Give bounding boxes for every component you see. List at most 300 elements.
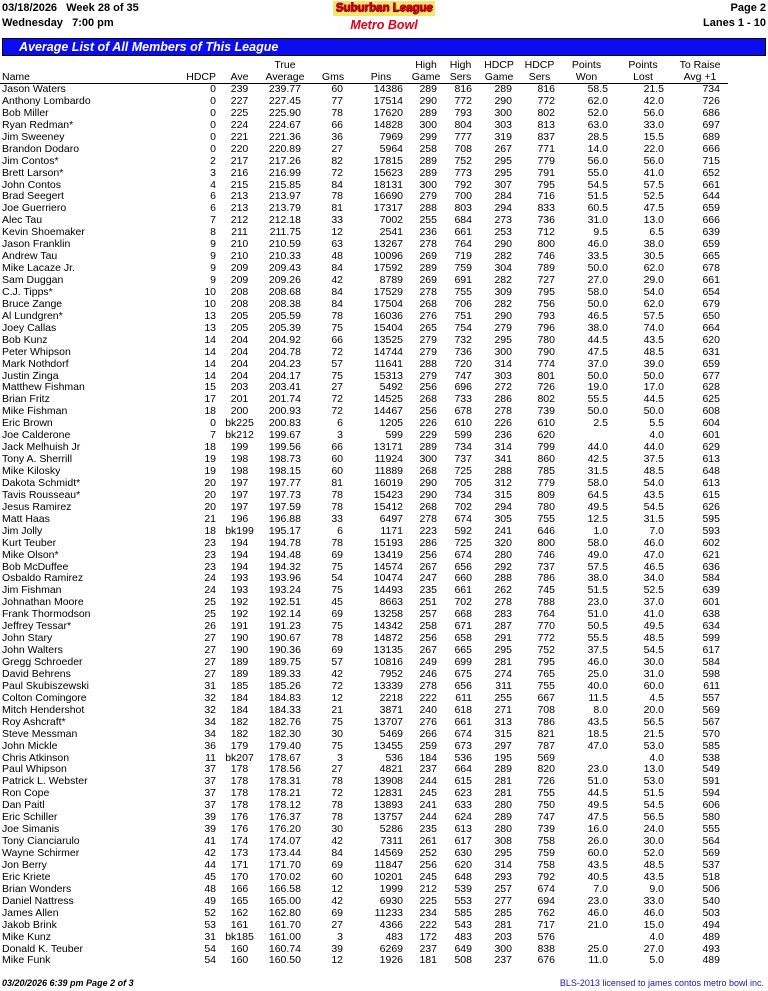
cell-high-sers: 585 [454,907,472,919]
cell-hdcp-game: 282 [494,275,512,286]
cell-ave: 215 [230,179,249,191]
cell-ave: 160 [230,955,249,967]
cell-high-sers: 772 [454,95,472,107]
table-row [0,884,728,896]
cell-high-game: 300 [419,119,437,131]
table-row [0,609,728,621]
cell-points-lost: 20.0 [643,704,664,716]
cell-hdcp-sers: 752 [537,645,555,657]
table-row [0,203,728,215]
cell-points-lost: 54.5 [643,800,664,812]
cell-points-lost: 5.5 [649,418,664,430]
cell-ave: 182 [230,728,249,740]
cell-name: Kurt Teuber [2,537,57,549]
cell-gms: 12 [331,883,343,895]
cell-points-won: 51.5 [587,585,608,597]
cell-gms: 6 [337,525,343,537]
cell-hdcp: 20 [204,477,216,489]
cell-hdcp-sers: 788 [537,597,555,609]
cell-hdcp: 13 [204,322,216,334]
cell-hdcp-sers: 779 [537,477,555,489]
cell-to-raise: 697 [702,119,720,131]
cell-points-lost: 49.5 [643,621,664,633]
cell-points-won: 42.5 [587,454,608,466]
cell-gms: 78 [331,489,343,501]
cell-hdcp-game: 281 [494,657,512,668]
cell-hdcp-sers: 792 [537,871,555,883]
cell-name: Sam Duggan [2,275,64,286]
cell-name: Jason Waters [2,83,66,95]
cell-hdcp: 9 [210,239,216,251]
day-time: Wednesday 7:00 pm [2,17,114,29]
cell-ave: 204 [230,358,249,370]
cell-hdcp-sers: 569 [537,752,555,764]
cell-hdcp-sers: 739 [537,406,555,418]
cell-hdcp: 37 [204,788,216,800]
cell-gms: 78 [331,537,343,549]
cell-pins: 12831 [373,788,403,800]
cell-pins: 14574 [373,561,403,573]
cell-hdcp: 0 [210,143,216,155]
cell-gms: 30 [331,728,343,740]
cell-gms: 42 [331,668,343,680]
cell-hdcp-game: 226 [494,418,512,430]
table-row [0,955,728,967]
cell-ave: 165 [230,895,249,907]
cell-hdcp: 15 [204,382,216,394]
cell-points-lost: 50.0 [643,406,664,418]
cell-gms: 54 [331,573,343,585]
cell-pins: 2218 [379,692,403,704]
cell-high-sers: 673 [454,740,472,752]
cell-points-lost: 47.0 [643,549,664,561]
cell-pins: 17504 [373,298,403,310]
cell-true-average: 191.23 [268,621,301,633]
cell-name: Alec Tau [2,215,43,227]
cell-high-game: 256 [419,406,437,418]
cell-high-game: 268 [419,501,437,513]
cell-gms: 3 [337,931,343,943]
cell-ave: 160 [230,943,249,955]
cell-to-raise: 506 [702,883,720,895]
cell-high-game: 289 [419,167,437,179]
cell-high-sers: 733 [454,394,472,406]
cell-points-lost: 62.0 [643,263,664,275]
cell-hdcp: 26 [204,621,216,633]
cell-name: Johnathan Moore [2,597,84,609]
cell-points-won: 23.0 [587,764,608,776]
cell-to-raise: 493 [702,943,720,955]
cell-high-game: 289 [419,83,437,95]
cell-true-average: 198.73 [268,454,301,466]
cell-hdcp-sers: 756 [537,298,555,310]
cell-pins: 6497 [379,513,403,525]
cell-gms: 60 [331,454,343,466]
cell-hdcp: 31 [204,931,216,943]
cell-high-sers: 691 [454,275,472,286]
cell-pins: 1926 [379,955,403,967]
cell-hdcp: 10 [204,298,216,310]
cell-name: Kevin Shoemaker [2,227,85,239]
cell-ave: 171 [230,859,249,871]
cell-points-lost: 54.0 [643,286,664,298]
table-row [0,573,728,585]
cell-to-raise: 617 [702,645,720,657]
cell-points-won: 50.0 [587,298,608,310]
cell-hdcp: 37 [204,764,216,776]
table-row [0,502,728,514]
cell-high-game: 172 [419,931,437,943]
col-high-game: High Game [409,59,443,84]
cell-ave: 161 [230,919,249,931]
cell-points-lost: 4.5 [649,692,664,704]
cell-hdcp: 32 [204,692,216,704]
cell-high-game: 300 [419,454,437,466]
cell-hdcp-sers: 780 [537,334,555,346]
cell-name: C.J. Tipps* [2,286,53,298]
cell-hdcp-sers: 795 [537,179,555,191]
cell-gms: 12 [331,692,343,704]
cell-high-sers: 623 [454,788,472,800]
cell-to-raise: 621 [702,549,720,561]
cell-points-lost: 30.0 [643,657,664,668]
cell-hdcp-sers: 708 [537,704,555,716]
cell-to-raise: 599 [702,633,720,645]
cell-pins: 1205 [379,418,403,430]
cell-hdcp: 14 [204,346,216,358]
cell-ave: 173 [230,848,249,859]
cell-true-average: 193.24 [268,585,301,597]
cell-hdcp: 25 [204,597,216,609]
cell-true-average: 194.32 [268,561,301,573]
cell-high-sers: 816 [454,83,472,95]
cell-high-game: 249 [419,657,437,668]
cell-hdcp-game: 295 [494,155,512,167]
col-name: Name [0,59,160,84]
cell-ave: 227 [230,95,249,107]
cell-to-raise: 494 [702,919,720,931]
cell-true-average: 176.20 [268,824,301,836]
cell-ave: 216 [230,167,249,179]
table-row [0,741,728,753]
cell-gms: 72 [331,406,343,418]
cell-true-average: 225.90 [268,107,301,119]
cell-points-lost: 4.0 [649,430,664,442]
cell-hdcp: 18 [204,442,216,454]
cell-name: Jim Contos* [2,155,59,167]
cell-hdcp-sers: 755 [537,788,555,800]
cell-points-won: 14.0 [587,143,608,155]
cell-hdcp-game: 286 [494,394,512,406]
cell-points-won: 60.0 [587,848,608,859]
cell-hdcp-game: 278 [494,597,512,609]
cell-ave: bk225 [225,418,254,430]
cell-true-average: 205.39 [268,322,301,334]
cell-pins: 11233 [374,907,403,919]
cell-true-average: 173.44 [268,848,301,859]
cell-ave: 239 [230,83,249,95]
cell-high-game: 258 [419,143,437,155]
cell-high-sers: 656 [454,561,472,573]
cell-points-lost: 15.0 [643,919,664,931]
cell-hdcp: 13 [204,310,216,322]
cell-to-raise: 503 [702,907,720,919]
cell-name: Eric Schiller [2,812,58,824]
cell-points-lost: 41.0 [643,609,664,621]
cell-true-average: 178.31 [268,776,301,788]
cell-hdcp: 41 [204,836,216,848]
cell-ave: 190 [230,645,249,657]
cell-true-average: 166.58 [268,883,301,895]
cell-points-lost: 46.0 [643,537,664,549]
cell-high-game: 299 [419,131,437,143]
cell-hdcp-game: 294 [494,203,512,215]
table-row [0,872,728,884]
cell-points-won: 50.0 [587,406,608,418]
cell-high-sers: 660 [454,573,472,585]
cell-points-won: 7.0 [593,883,608,895]
cell-hdcp: 42 [204,848,216,859]
table-row [0,788,728,800]
cell-true-average: 184.33 [268,704,301,716]
cell-pins: 17620 [373,107,403,119]
cell-hdcp: 7 [210,430,216,442]
cell-hdcp: 20 [204,501,216,513]
cell-true-average: 212.18 [268,215,301,227]
table-row [0,585,728,597]
cell-hdcp-sers: 813 [537,119,555,131]
cell-ave: 210 [230,251,249,263]
cell-to-raise: 626 [702,501,720,513]
cell-points-won: 54.5 [587,179,608,191]
cell-true-average: 160.50 [268,955,301,967]
cell-points-lost: 41.0 [643,167,664,179]
cell-hdcp-sers: 795 [537,286,555,298]
cell-hdcp-sers: 758 [537,859,555,871]
cell-gms: 57 [331,358,343,370]
cell-hdcp-game: 284 [494,191,512,203]
cell-hdcp-sers: 726 [537,382,555,394]
cell-hdcp-sers: 726 [537,776,555,788]
cell-name: Donald K. Teuber [2,943,83,955]
cell-hdcp-sers: 610 [537,418,555,430]
cell-true-average: 217.26 [268,155,301,167]
cell-ave: 212 [230,215,249,227]
cell-high-sers: 747 [454,370,472,382]
cell-hdcp-game: 267 [494,143,512,155]
table-row [0,311,728,323]
cell-hdcp: 27 [204,668,216,680]
cell-ave: 174 [230,836,249,848]
table-row [0,514,728,526]
cell-gms: 75 [331,585,343,597]
cell-hdcp-sers: 717 [537,919,555,931]
cell-name: Eric Brown [2,418,53,430]
cell-points-lost: 46.0 [643,907,664,919]
cell-name: Gregg Schroeder [2,657,83,668]
cell-true-average: 178.56 [268,764,301,776]
cell-points-won: 49.0 [587,549,608,561]
cell-high-game: 261 [419,836,437,848]
table-row [0,729,728,741]
cell-points-won [559,430,614,442]
cell-ave: 176 [230,824,249,836]
cell-high-sers: 656 [454,680,472,692]
cell-high-game: 237 [419,943,437,955]
cell-pins: 13171 [373,442,403,454]
cell-hdcp: 8 [210,227,216,239]
cell-pins: 15412 [373,501,403,513]
cell-name: Daniel Nattress [2,895,74,907]
cell-points-won: 2.5 [593,418,608,430]
cell-points-lost: 24.0 [643,824,664,836]
cell-hdcp-sers: 746 [537,549,555,561]
cell-true-average: 194.78 [268,537,301,549]
cell-true-average: 165.00 [268,895,301,907]
cell-to-raise: 604 [702,418,720,430]
cell-points-won: 25.0 [587,668,608,680]
cell-points-won: 46.5 [587,310,608,322]
cell-points-lost: 21.5 [643,83,664,95]
cell-high-game: 289 [419,107,437,119]
col-to-raise: To Raise Avg +1 [672,59,728,84]
cell-points-lost: 48.5 [643,466,664,477]
cell-true-average: 195.17 [268,525,301,537]
cell-hdcp-sers: 755 [537,680,555,692]
cell-points-lost: 56.5 [643,716,664,728]
cell-high-sers: 793 [454,107,472,119]
table-row [0,824,728,836]
cell-high-sers: 661 [454,716,472,728]
cell-ave: 201 [230,394,249,406]
cell-gms: 48 [331,251,343,263]
cell-name: Jim Jolly [2,525,43,537]
cell-high-game: 184 [419,752,437,764]
cell-hdcp-sers: 747 [537,812,555,824]
col-ave: Ave [222,59,257,84]
cell-high-sers: 543 [454,919,472,931]
cell-hdcp-sers: 802 [537,107,555,119]
cell-pins: 1999 [379,883,403,895]
cell-high-sers: 732 [454,334,472,346]
cell-pins: 10474 [373,573,403,585]
table-row [0,896,728,908]
cell-to-raise: 734 [702,83,720,95]
cell-pins: 7952 [379,668,403,680]
cell-high-game: 289 [419,155,437,167]
cell-ave: 189 [230,657,249,668]
cell-name: Mitch Hendershot [2,704,85,716]
cell-high-game: 268 [419,394,437,406]
cell-name: Joe Guerriero [2,203,67,215]
cell-points-won: 50.5 [587,621,608,633]
cell-high-sers: 617 [454,836,472,848]
cell-hdcp-sers: 771 [537,143,555,155]
cell-points-won [559,753,614,765]
cell-pins: 11924 [374,454,403,466]
cell-gms: 72 [331,167,343,179]
cell-hdcp: 2 [210,155,216,167]
cell-points-won: 47.5 [587,346,608,358]
cell-name: Jesus Ramirez [2,501,72,513]
cell-points-won: 1.0 [593,525,608,537]
cell-to-raise: 644 [702,191,720,203]
cell-gms: 78 [331,310,343,322]
cell-gms: 78 [331,812,343,824]
cell-points-won: 52.0 [587,107,608,119]
cell-hdcp-game: 297 [494,740,512,752]
cell-high-game: 278 [419,286,437,298]
cell-gms: 27 [331,382,343,394]
cell-hdcp: 21 [204,513,216,525]
cell-ave: 192 [230,609,249,621]
cell-pins: 15423 [373,489,403,501]
cell-pins: 16019 [373,477,403,489]
cell-hdcp-sers: 787 [537,740,555,752]
cell-to-raise: 634 [702,621,720,633]
cell-points-won: 49.5 [587,800,608,812]
cell-high-game: 245 [419,871,437,883]
license-footer: BLS-2013 licensed to james contos metro bowl inc. [559,978,764,988]
cell-true-average: 204.23 [268,358,301,370]
cell-high-game: 276 [419,716,437,728]
table-row [0,96,728,108]
cell-true-average: 213.97 [268,191,301,203]
cell-gms: 84 [331,848,343,859]
cell-hdcp-sers: 745 [537,585,555,597]
cell-to-raise: 580 [702,812,720,824]
cell-hdcp-sers: 758 [537,836,555,848]
cell-true-average: 161.70 [268,919,301,931]
cell-points-lost: 4.0 [649,752,664,764]
cell-hdcp-sers: 737 [537,561,555,573]
cell-points-won: 58.0 [587,477,608,489]
cell-to-raise: 549 [702,764,720,776]
table-row [0,287,728,299]
table-row [0,681,728,693]
cell-true-average: 190.67 [268,633,301,645]
cell-points-won: 64.5 [587,489,608,501]
cell-high-game: 256 [419,633,437,645]
cell-to-raise: 567 [702,716,720,728]
cell-points-won: 23.0 [587,895,608,907]
cell-name: Paul Whipson [2,764,67,776]
cell-true-average: 239.77 [268,83,301,95]
cell-hdcp-game: 253 [494,227,512,239]
cell-points-won: 60.5 [587,203,608,215]
col-hdcp: HDCP [160,59,222,84]
cell-points-won: 40.5 [587,871,608,883]
cell-ave: bk199 [225,525,254,537]
cell-gms: 72 [331,394,343,406]
cell-pins: 15623 [373,167,403,179]
cell-name: Tony A. Sherrill [2,454,73,466]
cell-to-raise: 652 [702,167,720,179]
cell-high-game: 290 [419,489,437,501]
cell-hdcp-game: 281 [494,776,512,788]
cell-ave: 203 [230,382,249,394]
cell-to-raise: 540 [702,895,720,907]
table-row [0,800,728,812]
cell-high-game: 276 [419,310,437,322]
cell-high-game: 246 [419,668,437,680]
table-row [0,442,728,454]
cell-to-raise: 665 [702,251,720,263]
cell-to-raise: 615 [702,489,720,501]
cell-name: Mike Kunz [2,931,52,943]
cell-high-sers: 610 [454,418,472,430]
cell-to-raise: 689 [702,131,720,143]
